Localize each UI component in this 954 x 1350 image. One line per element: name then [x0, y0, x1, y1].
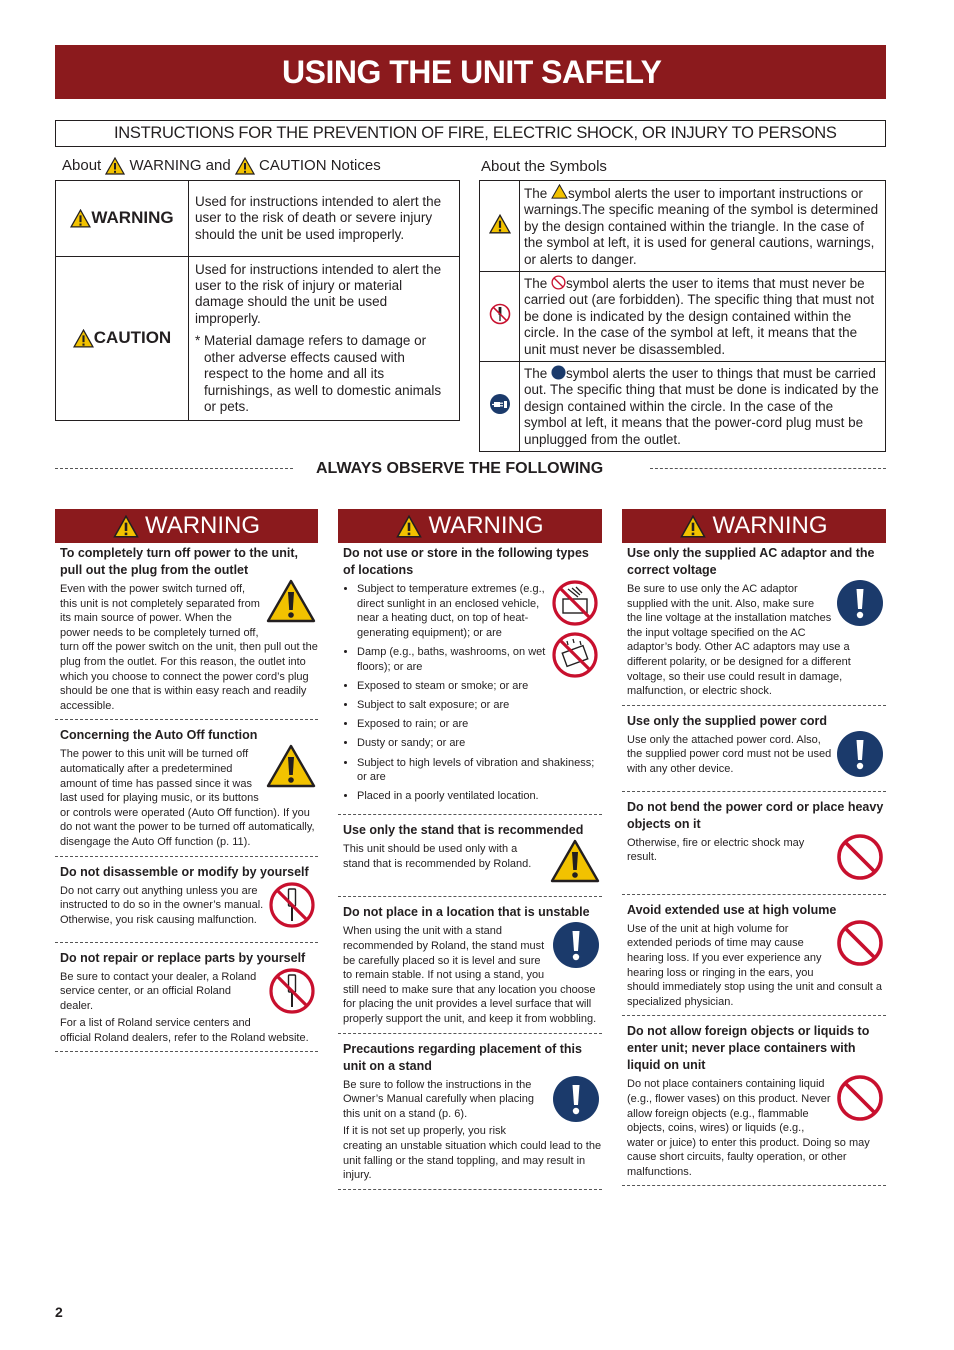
warning-item-text: If it is not set up properly, you risk creating an unstable situation which could lead to the unit falling or the stand toppling, and may result in injury.	[343, 1125, 602, 1182]
warning-item-title: Use only the supplied AC adaptor and the correct voltage	[627, 546, 875, 577]
warning-item	[622, 902, 886, 1017]
warning-header-col1: WARNING	[55, 509, 318, 543]
caution-triangle-icon	[489, 214, 511, 234]
no-disassemble-icon	[268, 967, 316, 1020]
warning-column-1	[55, 545, 318, 1052]
warning-item-text: Even with the power switch turned off, this unit is not completely separated from its main source of power. When the power needs to be completely turned off, turn off the power switch on the unit, then pull out the plug from the outlet. For this reason, the outlet into which you choose to connect the power cord’s plug should be one that is within easy reach and readily accessible.	[60, 583, 318, 712]
warning-item-title: Precautions regarding placement of this unit on a stand	[343, 1041, 582, 1073]
warning-item	[55, 545, 318, 720]
warning-item	[622, 1023, 886, 1186]
page-number: 2	[55, 1304, 63, 1320]
warning-item-text: For a list of Roland service centers and official Roland dealers, refer to the Roland website.	[60, 1017, 309, 1044]
warning-item-text: The power to this unit will be turned off automatically after a predetermined amount of time has passed since it was last used for playing music, or its buttons or controls were operated (Auto Off function). If you do not want the power to be turned off automatically, disengage the Auto Off function (p. 11).	[60, 748, 315, 848]
warning-item	[55, 950, 318, 1053]
warning-item-text: Otherwise, fire or electric shock may result.	[627, 836, 805, 864]
symbols-header: About the Symbols	[481, 158, 607, 175]
warning-item-title: Do not bend the power cord or place heavy objects on it	[627, 799, 884, 831]
warning-item-title: Avoid extended use at high volume	[627, 902, 837, 917]
exclamation-triangle-icon	[266, 744, 316, 793]
mandatory-exclamation-icon	[552, 921, 600, 974]
warning-signal-word: WARNING	[57, 209, 187, 228]
warning-item-text: Be sure to follow the instructions in the Owner’s Manual carefully when placing this unit on a stand (p. 6).	[343, 1078, 534, 1120]
warning-triangle-icon	[73, 329, 94, 348]
warning-header-col2: WARNING	[338, 509, 602, 543]
notices-header: About WARNING and CAUTION Notices	[62, 157, 381, 174]
mandatory-exclamation-icon	[836, 730, 884, 783]
divider	[650, 468, 886, 469]
warning-triangle-icon	[105, 157, 125, 175]
warning-item-text: Use of the unit at high volume for extended periods of time may cause hearing loss. If you ever experience any hearing loss or ringing in the ears, you should immediately stop using the unit and consult a specialized physician.	[627, 922, 882, 1008]
exclamation-triangle-icon	[550, 839, 600, 888]
warning-item-title: Do not disassemble or modify by yourself	[60, 864, 309, 879]
section-heading: ALWAYS OBSERVE THE FOLLOWING	[316, 460, 604, 477]
no-water-icon	[550, 579, 600, 684]
warning-item	[55, 727, 318, 856]
page-title: USING THE UNIT SAFELY	[55, 45, 886, 99]
warning-item-title: Use only the stand that is recommended	[343, 823, 584, 838]
warning-item	[622, 545, 886, 706]
list-item: • Subject to temperature extremes (e.g., direct sunlight in an enclosed vehicle, near a heating duct, on top of heat-generating equipment); or are	[357, 582, 602, 640]
warning-item-text: This unit should be used only with a stand that is recommended by Roland.	[343, 843, 532, 871]
mandatory-exclamation-icon	[836, 579, 884, 632]
warning-item-title: Use only the supplied power cord	[627, 713, 828, 728]
warning-item-title: Do not place in a location that is unstable	[343, 905, 590, 920]
symbol-description-triangle: The symbol alerts the user to important instructions or warnings.The specific meaning of the symbol is determined by the design contained within the triangle. In the case of the symbol at left, it is used for general cautions, warnings, or alerts to danger.	[520, 181, 886, 272]
warning-item	[622, 713, 886, 792]
prohibited-icon	[836, 833, 884, 886]
caution-note: * Material damage refers to damage or other adverse effects caused with respect to the home and all its furnishings, as well to domestic animals or pets.	[195, 333, 442, 414]
list-item: • Placed in a poorly ventilated location.	[357, 789, 602, 804]
list-item: • Exposed to steam or smoke; or are	[357, 679, 602, 694]
divider	[55, 468, 293, 469]
warning-item-text: When using the unit with a stand recommended by Roland, the stand must be carefully placed so it is level and sure to remain stable. If not using a stand, you still need to make sure that any location you choose for placing the unit provides a level surface that will properly support the unit, and keep it from wobbling.	[343, 925, 597, 1026]
caution-signal-word: CAUTION	[57, 329, 187, 348]
warning-item-title: Concerning the Auto Off function	[60, 728, 258, 743]
prohibited-icon	[836, 919, 884, 972]
warning-item	[622, 799, 886, 895]
list-item: • Dusty or sandy; or are	[357, 736, 602, 751]
warning-triangle-icon	[70, 209, 91, 228]
mandatory-symbol-icon	[551, 365, 566, 380]
list-item: • Damp (e.g., baths, washrooms, on wet floors); or are	[357, 645, 602, 674]
warning-item-text: Do not carry out anything unless you are instructed to do so in the owner’s manual. Otherwise, you risk causing malfunction.	[60, 884, 264, 926]
symbol-description-prohibition: The symbol alerts the user to items that must never be carried out (are forbidden). The specific thing that must not be done is indicated by the design contained within the circle. In the case of the symbol at left, it means that the unit must never be disassembled.	[520, 272, 886, 362]
no-disassemble-icon	[489, 303, 511, 325]
warning-triangle-icon	[680, 515, 706, 538]
symbols-table	[479, 180, 886, 452]
prohibition-symbol-icon	[551, 275, 566, 290]
warning-item-title: Do not repair or replace parts by yourself	[60, 950, 306, 965]
warning-item-text: Do not place containers containing liquid (e.g., flower vases) on this product. Never allow foreign objects (e.g., flammable objects, coins, wires) or liquids (e.g., water or juice) to enter this product. Doing so may cause short circuits, faulty operation, or other malfunctions.	[627, 1078, 870, 1178]
mandatory-exclamation-icon	[552, 1075, 600, 1128]
list-item: • Exposed to rain; or are	[357, 717, 602, 732]
notices-table	[55, 180, 460, 421]
warning-item-text: Be sure to use only the AC adaptor supplied with the unit. Also, make sure the line voltage at the installation matches the input voltage specified on the AC adaptor’s body. Other AC adaptors may use a different polarity, or be designed for a different voltage, so their use could result in damage, malfunction, or electric shock.	[627, 583, 851, 698]
list-item: • Subject to high levels of vibration and shakiness; or are	[357, 756, 602, 785]
warning-column-3	[622, 545, 886, 1186]
triangle-symbol-icon	[551, 184, 568, 199]
warning-item	[338, 904, 602, 1033]
warning-item	[55, 864, 318, 943]
warning-item	[338, 1041, 602, 1190]
warning-item-text: Use only the attached power cord. Also, the supplied power cord must not be used with any other device.	[627, 733, 832, 775]
exclamation-triangle-icon	[266, 579, 316, 628]
warning-item-title: Do not use or store in the following types of locations	[343, 546, 589, 577]
list-item: • Subject to salt exposure; or are	[357, 698, 602, 713]
warning-header-col3: WARNING	[622, 509, 886, 543]
unplug-icon	[489, 393, 511, 415]
warning-column-2	[338, 545, 602, 1190]
warning-triangle-icon	[113, 515, 139, 538]
warning-triangle-icon	[396, 515, 422, 538]
warning-item-title: Do not allow foreign objects or liquids to enter unit; never place containers with liquid on unit	[627, 1024, 870, 1073]
symbol-description-mandatory: The symbol alerts the user to things that must be carried out. The specific thing that must be done is indicated by the design contained within the circle. In the case of the symbol at left, it means that the power-cord plug must be unplugged from the outlet.	[520, 362, 886, 452]
caution-description: Used for instructions intended to alert the user to the risk of injury or material damage should the unit be used improperly.	[195, 261, 442, 326]
warning-item-text: Be sure to contact your dealer, a Roland service center, or an official Roland dealer.	[60, 970, 257, 1012]
no-disassemble-icon	[268, 881, 316, 934]
warning-item-title: To completely turn off power to the unit, pull out the plug from the outlet	[60, 546, 298, 577]
warning-triangle-icon	[235, 157, 255, 175]
warning-description: Used for instructions intended to alert the user to the risk of death or severe injury should the unit be used improperly.	[189, 181, 460, 257]
page-subtitle: INSTRUCTIONS FOR THE PREVENTION OF FIRE, ELECTRIC SHOCK, OR INJURY TO PERSONS	[55, 120, 886, 147]
prohibited-icon	[836, 1074, 884, 1127]
warning-item	[338, 822, 602, 897]
warning-item	[338, 545, 602, 815]
